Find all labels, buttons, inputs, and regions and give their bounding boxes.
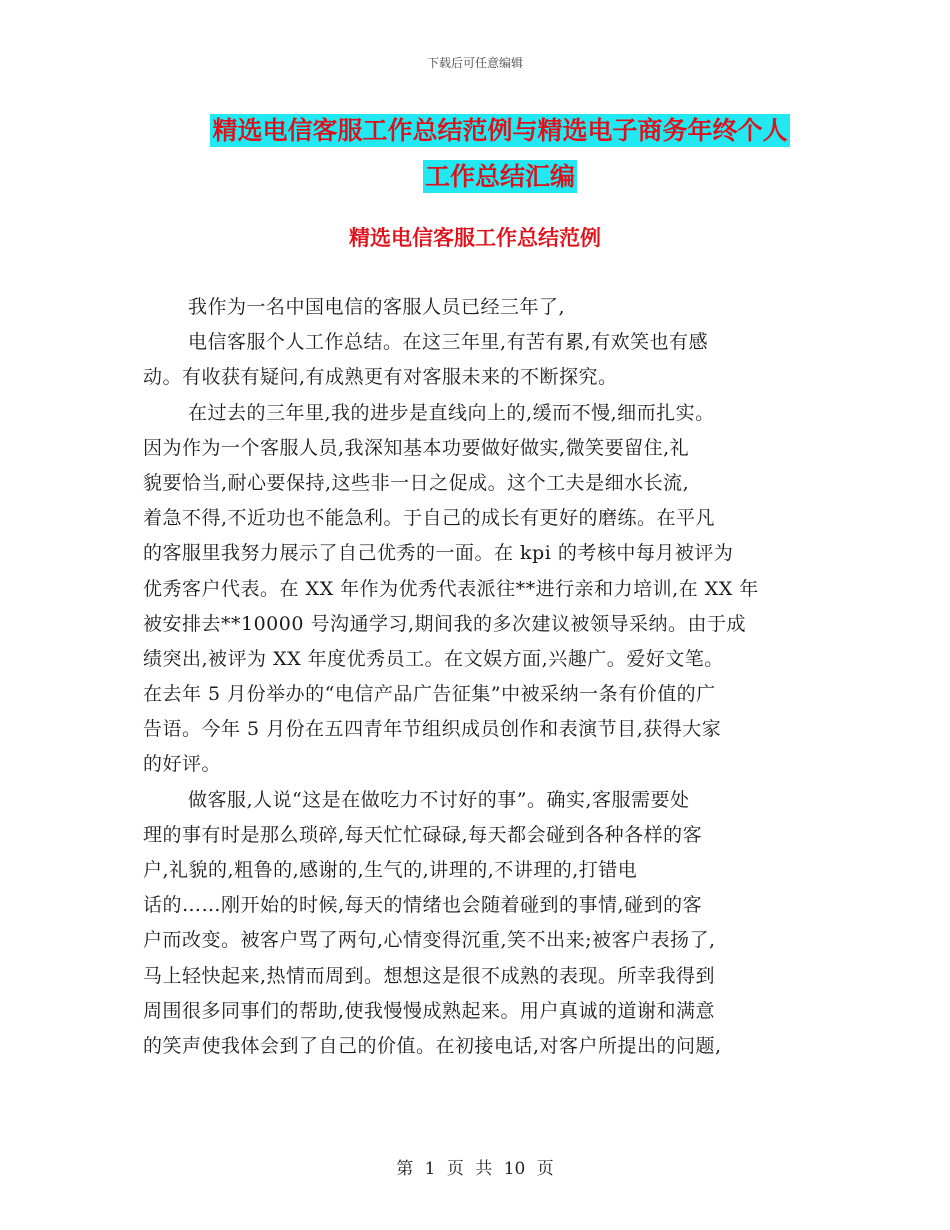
body-line: 动。有收获有疑问,有成熟更有对客服未来的不断探究。 — [143, 366, 618, 389]
page-footer: 第 1 页 共 10 页 — [396, 1159, 554, 1179]
body-line: 马上轻快起来,热情而周到。想想这是很不成熟的表现。所幸我得到 — [143, 964, 716, 987]
document-title — [120, 108, 880, 200]
body-text — [143, 290, 808, 1064]
body-line: 周围很多同事们的帮助,使我慢慢成熟起来。用户真诚的道谢和满意 — [143, 999, 716, 1022]
body-line: 因为作为一个客服人员,我深知基本功要做好做实,微笑要留住,礼 — [143, 436, 690, 459]
body-line: 告语。今年 5 月份在五四青年节组织成员创作和表演节目,获得大家 — [143, 718, 722, 741]
body-line: 的客服里我努力展示了自己优秀的一面。在 kpi 的考核中每月被评为 — [143, 542, 734, 565]
title-line-2: 工作总结汇编 — [424, 162, 575, 191]
body-line: 做客服,人说“这是在做吃力不讨好的事”。确实,客服需要处 — [188, 788, 690, 811]
body-line: 被安排去**10000 号沟通学习,期间我的多次建议被领导采纳。由于成 — [143, 612, 747, 635]
header-note: 下载后可任意编辑 — [426, 56, 523, 70]
body-line: 在去年 5 月份举办的“电信产品广告征集”中被采纳一条有价值的广 — [143, 683, 716, 706]
body-line: 话的……刚开始的时候,每天的情绪也会随着碰到的事情,碰到的客 — [143, 894, 703, 917]
body-line: 的好评。 — [143, 753, 222, 776]
body-line: 电信客服个人工作总结。在这三年里,有苦有累,有欢笑也有感 — [188, 331, 709, 354]
body-line: 户而改变。被客户骂了两句,心情变得沉重,笑不出来;被客户表扬了, — [143, 929, 716, 952]
body-line: 的笑声使我体会到了自己的价值。在初接电话,对客户所提出的问题, — [143, 1034, 722, 1057]
body-line: 貌要恰当,耐心要保持,这些非一日之促成。这个工夫是细水长流, — [143, 471, 690, 494]
section-title: 精选电信客服工作总结范例 — [349, 226, 601, 250]
body-line: 我作为一名中国电信的客服人员已经三年了, — [188, 296, 566, 318]
body-line: 绩突出,被评为 XX 年度优秀员工。在文娱方面,兴趣广。爱好文笔。 — [143, 647, 724, 670]
body-line: 优秀客户代表。在 XX 年作为优秀代表派往**进行亲和力培训,在 XX 年 — [143, 577, 759, 600]
body-line: 理的事有时是那么琐碎,每天忙忙碌碌,每天都会碰到各种各样的客 — [143, 823, 703, 846]
body-line: 着急不得,不近功也不能急利。于自己的成长有更好的磨练。在平凡 — [143, 507, 716, 530]
body-line: 在过去的三年里,我的进步是直线向上的,缓而不慢,细而扎实。 — [188, 401, 715, 424]
body-line: 户,礼貌的,粗鲁的,感谢的,生气的,讲理的,不讲理的,打错电 — [143, 859, 638, 881]
title-line-1: 精选电信客服工作总结范例与精选电子商务年终个人 — [212, 116, 788, 145]
